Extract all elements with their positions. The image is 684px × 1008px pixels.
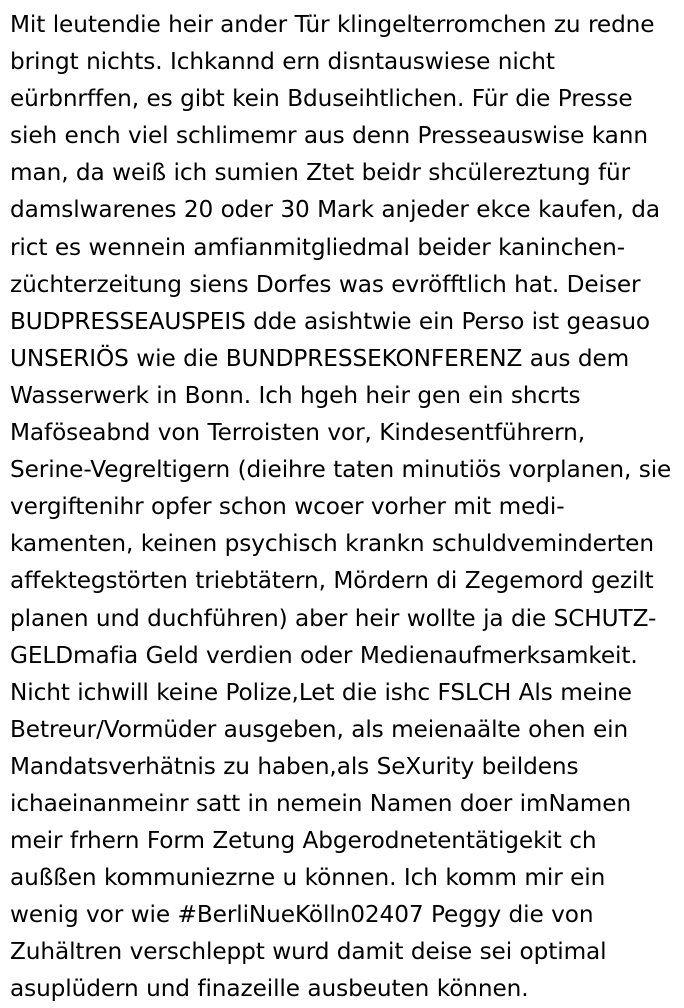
document-text-block: Mit leutendie heir ander Tür klingelterromchen zu redne bringt nichts. Ichkannd ern disntauswiese nicht eürbnrffen, es gibt kein Bduseihtlichen. Für die Presse sieh ench viel schlimemr aus denn Presseauswise kann man, da weiß ich sumien Ztet beidr shcülereztung für damslwarenes 20 oder 30 Mark anjeder ekce kaufen, da rict es wennein amfianmitgliedmal beider kaninchen-züchterzeitung siens Dorfes was evröfftlich hat. Deiser BUDPRESSEAUSPEIS ddе asishtwie ein Perso ist geasuo UNSERIÖS wie die BUNDPRESSEKONFERENZ aus dem Wasserwerk in Bonn. Ich hgeh heir gen ein shcrts Maföseabnd von Terroisten vor, Kindesentführern, Serine-Vegreltigern (dieihre taten minutiös vorplanen, sie vergiftenihr opfer schon wcoer vorher mit medi-kamenten, keinen psychisch krankn schuldveminderten affektegstörten triebtätern, Mördern di Zegemord gezilt planen und duchführen) aber heir wollte ja die SCHUTZ-GELDmafia Geld verdien oder Medienaufmerksamkeit. Nicht ichwill keine Polize,Let die ishc FSLCH Als meine Betreur/Vormüder ausgeben, als meienaälte ohen ein Mandatsverhätnis zu haben,als SeXurity beildens ichaeinanmeinr satt in nemein Namen doer imNamen meir frhern Form Zetung Abgerodnetentätigekit ch außßen kommuniezrne u können. Ich komm mir ein wenig vor wie #BerliNueKölln02407 Peggy die von Zuhältren verschleppt wurd damit deise sei optimal asuplüdern und finazeille ausbeuten können. <box>10 11 679 1003</box>
